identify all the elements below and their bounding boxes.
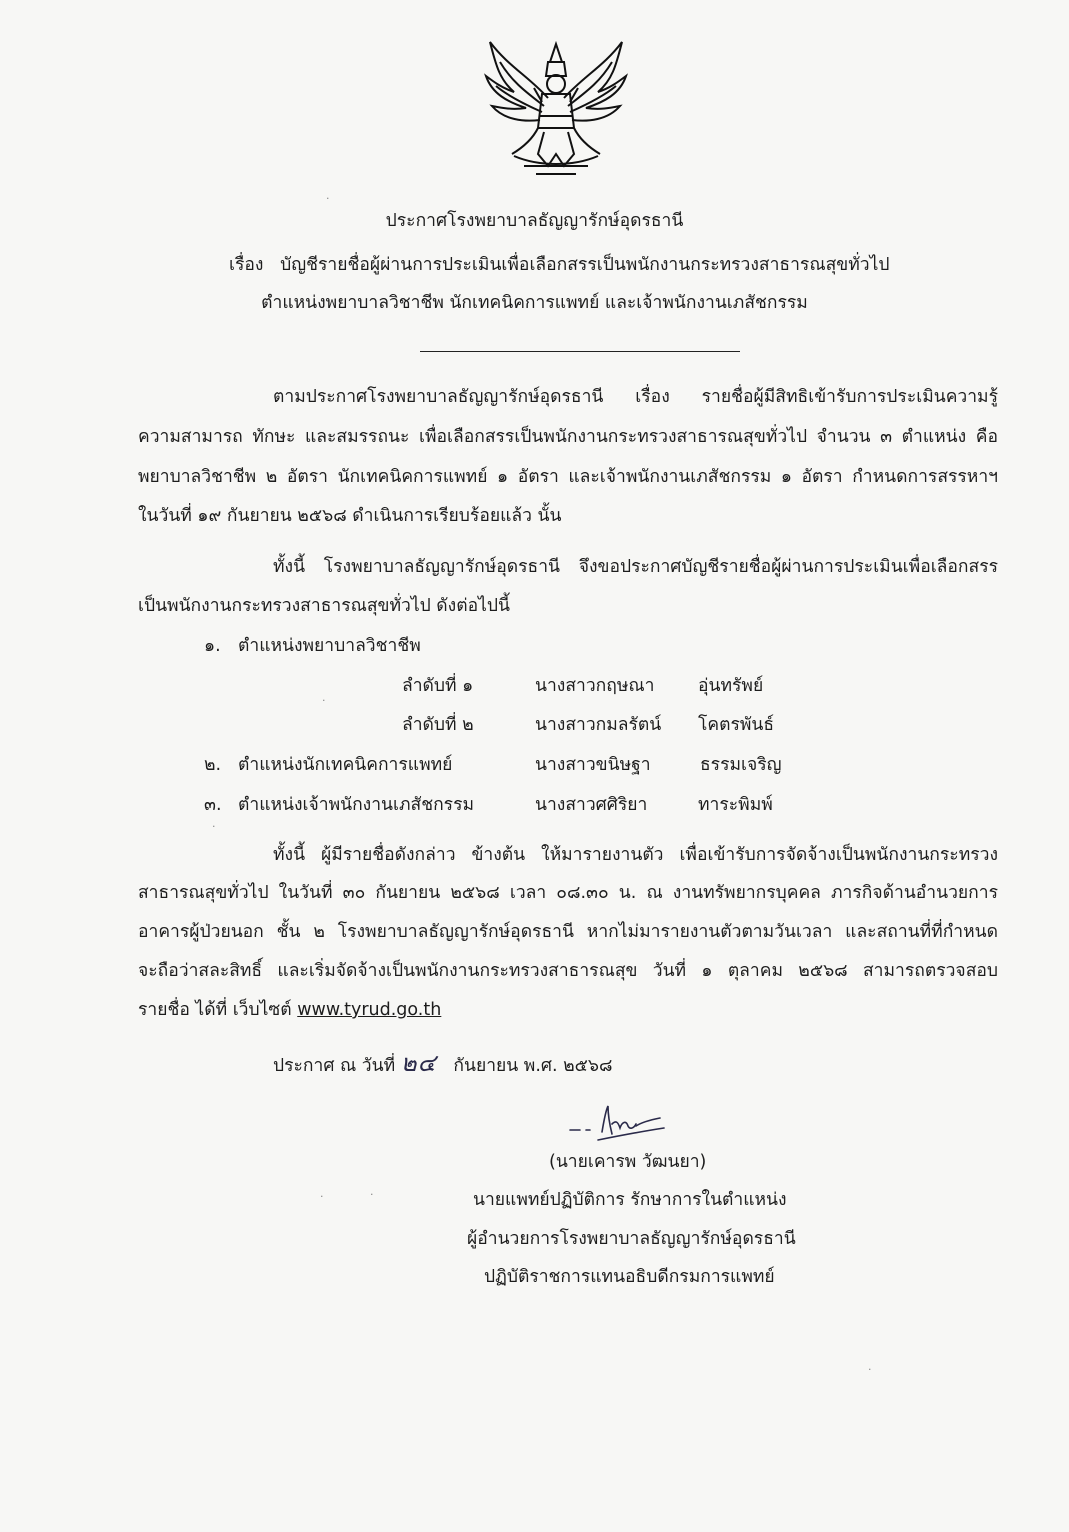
date-day-handwritten: ๒๔ <box>400 1049 437 1077</box>
subject-text-1: บัญชีรายชื่อผู้ผ่านการประเมินเพื่อเลือกสรรเป็นพนักงานกระทรวงสาธารณสุขทั่วไป <box>280 255 890 275</box>
announcement-title: ประกาศโรงพยาบาลธัญญารักษ์อุดรธานี <box>385 211 684 231</box>
scan-speck: · <box>868 1363 872 1376</box>
date-prefix: ประกาศ ณ วันที่ <box>273 1056 396 1076</box>
paragraph1-line2: ความสามารถ ทักษะ และสมรรถนะ เพื่อเลือกสรรเป็นพนักงานกระทรวงสาธารณสุขทั่วไป จำนวน ๓ ตำแหน่ง คือ <box>138 427 998 447</box>
paragraph2-line1: ทั้งนี้ โรงพยาบาลธัญญารักษ์อุดรธานี จึงขอประกาศบัญชีรายชื่อผู้ผ่านการประเมินเพื่อเลือกสรร <box>273 557 998 577</box>
scan-speck: · <box>320 1190 324 1203</box>
paragraph2-line2: เป็นพนักงานกระทรวงสาธารณสุขทั่วไป ดังต่อไปนี้ <box>138 596 510 616</box>
list-item-3-first-name: นางสาวศศิริยา <box>535 795 648 815</box>
list-item-1-number: ๑. <box>204 636 221 656</box>
date-line <box>273 1051 613 1078</box>
rank-1-label: ลำดับที่ ๑ <box>402 676 474 696</box>
list-item-2-position: ตำแหน่งนักเทคนิคการแพทย์ <box>238 755 453 775</box>
signatory-name: (นายเคารพ วัฒนยา) <box>549 1152 707 1172</box>
rank-2-label: ลำดับที่ ๒ <box>402 715 474 735</box>
rank-2-last-name: โคตรพันธ์ <box>698 715 775 735</box>
list-item-3-number: ๓. <box>204 795 222 815</box>
rank-1-first-name: นางสาวกฤษณา <box>535 676 655 696</box>
subject-text-2: ตำแหน่งพยาบาลวิชาชีพ นักเทคนิคการแพทย์ และเจ้าพนักงานเภสัชกรรม <box>261 293 808 313</box>
subject-line <box>229 253 889 277</box>
rank-2-first-name: นางสาวกมลรัตน์ <box>535 715 662 735</box>
paragraph3-line1: ทั้งนี้ ผู้มีรายชื่อดังกล่าว ข้างต้น ให้มารายงานตัว เพื่อเข้ารับการจัดจ้างเป็นพนักงานกระทรวง <box>273 845 998 865</box>
paragraph1-line3: พยาบาลวิชาชีพ ๒ อัตรา นักเทคนิคการแพทย์ ๑ อัตรา และเจ้าพนักงานเภสัชกรรม ๑ อัตรา กำหนดการสรรหาฯ <box>138 467 998 487</box>
scan-speck: · <box>322 694 326 707</box>
signatory-title-3: ปฏิบัติราชการแทนอธิบดีกรมการแพทย์ <box>484 1267 775 1287</box>
paragraph3-line4: จะถือว่าสละสิทธิ์ และเริ่มจัดจ้างเป็นพนักงานกระทรวงสาธารณสุข วันที่ ๑ ตุลาคม ๒๕๖๘ สามารถตรวจสอบ <box>138 961 998 981</box>
date-month-year: กันยายน พ.ศ. ๒๕๖๘ <box>453 1056 613 1076</box>
scan-speck: · <box>212 820 216 833</box>
handwritten-signature-icon <box>568 1100 668 1148</box>
paragraph1-line4: ในวันที่ ๑๙ กันยายน ๒๕๖๘ ดำเนินการเรียบร้อยแล้ว นั้น <box>138 506 562 526</box>
signatory-title-1: นายแพทย์ปฏิบัติการ รักษาการในตำแหน่ง <box>473 1190 787 1210</box>
paragraph3-line2: สาธารณสุขทั่วไป ในวันที่ ๓๐ กันยายน ๒๕๖๘ เวลา ๐๘.๓๐ น. ณ งานทรัพยากรบุคคล ภารกิจด้านอำนวยการ <box>138 883 998 903</box>
paragraph3-line5 <box>138 998 441 1022</box>
title-divider <box>420 351 740 352</box>
list-item-2-number: ๒. <box>204 755 222 775</box>
paragraph1-line1: ตามประกาศโรงพยาบาลธัญญารักษ์อุดรธานี เรื่อง รายชื่อผู้มีสิทธิเข้ารับการประเมินความรู้ <box>273 387 998 407</box>
signatory-title-2: ผู้อำนวยการโรงพยาบาลธัญญารักษ์อุดรธานี <box>467 1229 796 1249</box>
paragraph3-line3: อาคารผู้ป่วยนอก ชั้น ๒ โรงพยาบาลธัญญารักษ์อุดรธานี หากไม่มารายงานตัวตามวันเวลา และสถานที่ที่กำหนด <box>138 922 998 942</box>
subject-label: เรื่อง <box>229 255 264 275</box>
list-item-2-first-name: นางสาวขนิษฐา <box>535 755 651 775</box>
scan-speck: · <box>370 1188 374 1201</box>
website-link[interactable]: www.tyrud.go.th <box>297 1000 442 1020</box>
scan-speck: · <box>326 192 330 205</box>
list-item-3-last-name: ทาระพิมพ์ <box>698 795 773 815</box>
list-item-1-position: ตำแหน่งพยาบาลวิชาชีพ <box>238 636 421 656</box>
garuda-emblem-icon <box>478 36 634 178</box>
list-item-2-last-name: ธรรมเจริญ <box>700 755 782 775</box>
rank-1-last-name: อุ่นทรัพย์ <box>698 676 764 696</box>
website-prefix: รายชื่อ ได้ที่ เว็บไซต์ <box>138 1000 292 1020</box>
list-item-3-position: ตำแหน่งเจ้าพนักงานเภสัชกรรม <box>238 795 475 815</box>
